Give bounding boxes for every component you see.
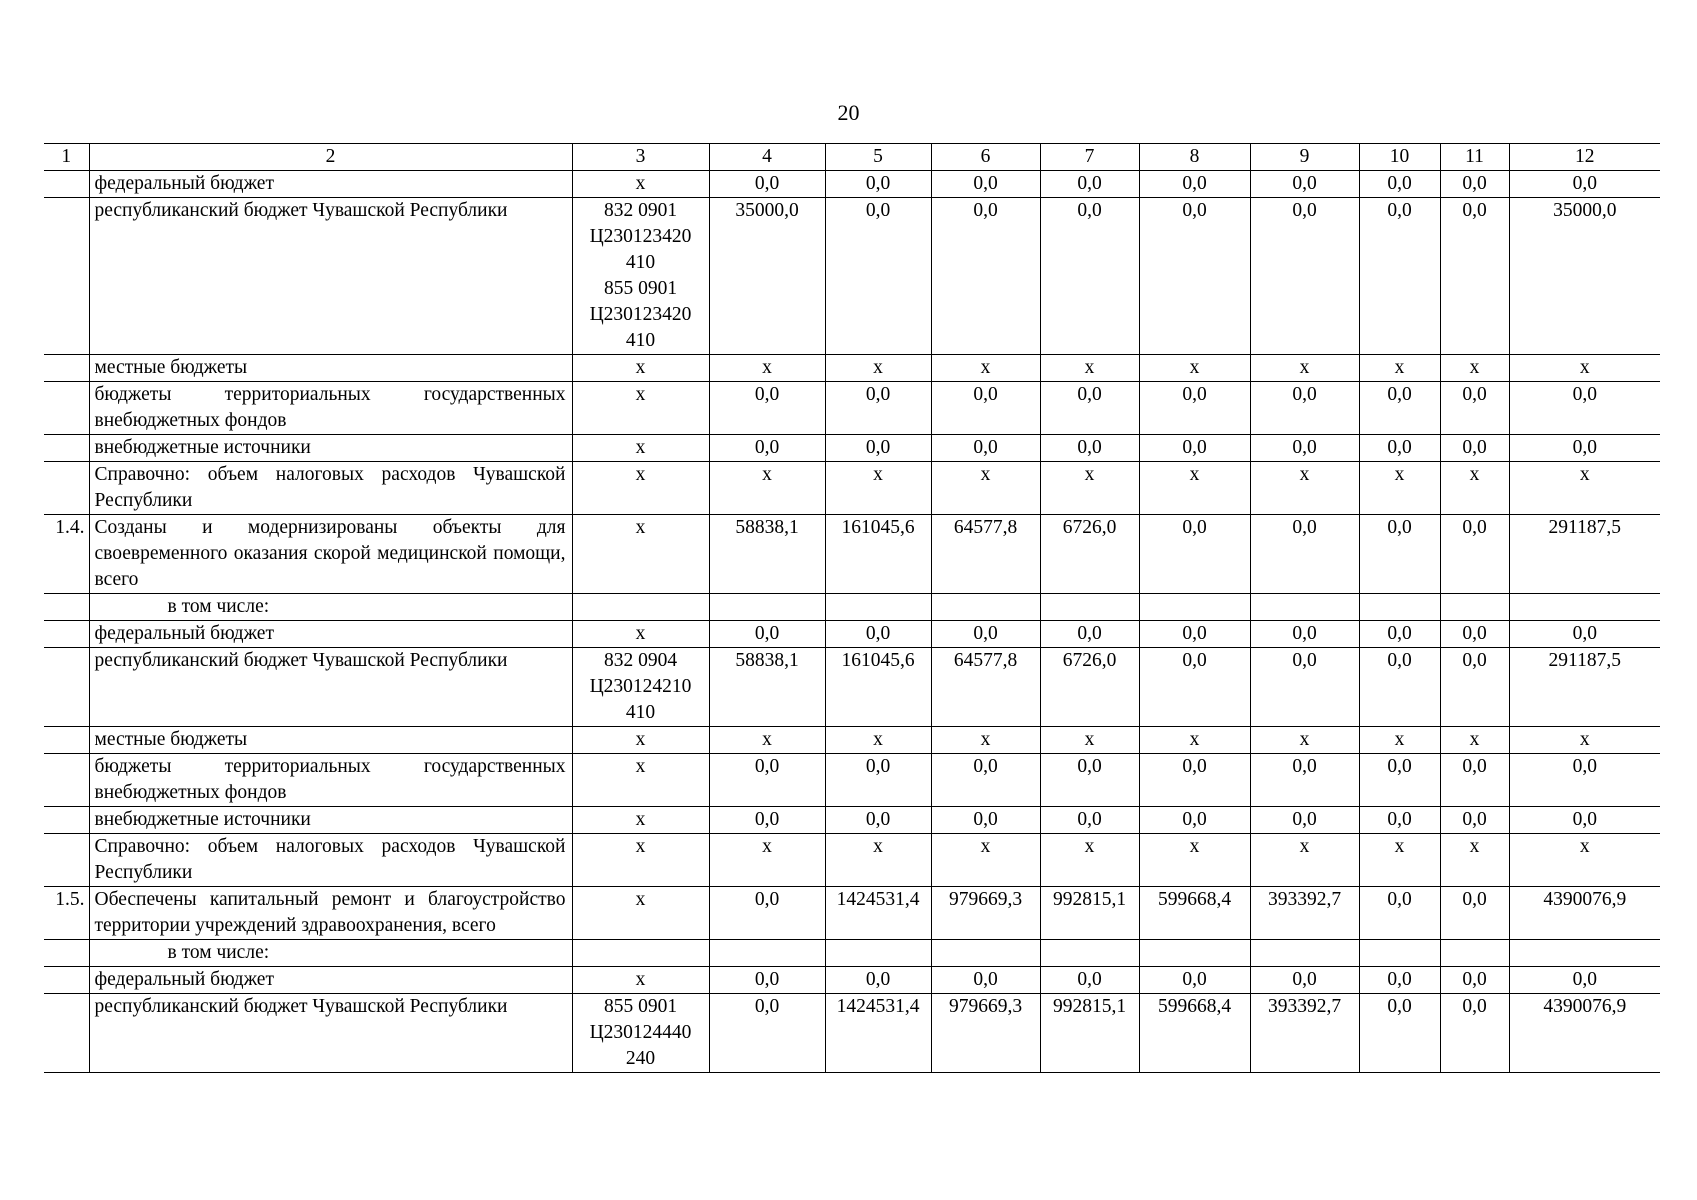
value-cell: 0,0: [825, 171, 931, 198]
value-cell: [709, 940, 825, 967]
item-number: [44, 994, 89, 1073]
value-cell: 0,0: [931, 171, 1040, 198]
value-cell: 0,0: [1359, 887, 1440, 940]
value-cell: 0,0: [709, 807, 825, 834]
value-cell: х: [825, 462, 931, 515]
budget-code-line: х: [635, 464, 646, 485]
value-cell: 0,0: [1250, 967, 1359, 994]
value-cell: 0,0: [931, 807, 1040, 834]
value-cell: [709, 594, 825, 621]
row-description: местные бюджеты: [89, 727, 572, 754]
value-cell: 0,0: [825, 754, 931, 807]
value-cell: [1359, 594, 1440, 621]
row-description: республиканский бюджет Чувашской Республики: [89, 198, 572, 355]
table-row: [44, 382, 1660, 435]
value-cell: 0,0: [1040, 382, 1139, 435]
value-cell: х: [825, 834, 931, 887]
value-cell: [1509, 594, 1660, 621]
table-row: [44, 994, 1660, 1073]
table-row: [44, 807, 1660, 834]
budget-code: [572, 355, 709, 382]
column-number: 4: [709, 144, 825, 171]
value-cell: х: [931, 355, 1040, 382]
column-number: 2: [89, 144, 572, 171]
row-description: Обеспечены капитальный ремонт и благоустройство территории учреждений здравоохранения, всего: [89, 887, 572, 940]
value-cell: [1509, 940, 1660, 967]
value-cell: 291187,5: [1509, 515, 1660, 594]
budget-code-line: х: [635, 357, 646, 378]
item-number: [44, 621, 89, 648]
budget-code: [572, 807, 709, 834]
value-cell: 0,0: [825, 807, 931, 834]
value-cell: 393392,7: [1250, 994, 1359, 1073]
value-cell: [1440, 940, 1509, 967]
value-cell: 0,0: [1440, 515, 1509, 594]
value-cell: 0,0: [1139, 648, 1250, 727]
column-number-row: [44, 144, 1660, 171]
item-number: [44, 355, 89, 382]
value-cell: х: [1359, 462, 1440, 515]
budget-code: [572, 727, 709, 754]
row-description: в том числе:: [89, 594, 572, 621]
budget-code: [572, 198, 709, 355]
item-number: [44, 648, 89, 727]
budget-code-line: 832 0901: [603, 200, 678, 221]
budget-code: [572, 648, 709, 727]
value-cell: 0,0: [931, 198, 1040, 355]
value-cell: 64577,8: [931, 515, 1040, 594]
budget-code-line: х: [635, 969, 646, 990]
table-row: [44, 727, 1660, 754]
value-cell: 0,0: [709, 967, 825, 994]
budget-code-line: х: [635, 437, 646, 458]
row-description: внебюджетные источники: [89, 435, 572, 462]
value-cell: [1250, 594, 1359, 621]
value-cell: 0,0: [1440, 198, 1509, 355]
column-number: 9: [1250, 144, 1359, 171]
table-row: [44, 940, 1660, 967]
value-cell: х: [1359, 834, 1440, 887]
budget-code-line: Ц230124440: [589, 1022, 692, 1043]
value-cell: х: [931, 462, 1040, 515]
value-cell: 0,0: [1440, 435, 1509, 462]
row-description: бюджеты территориальных государственных внебюджетных фондов: [89, 382, 572, 435]
value-cell: 0,0: [1250, 171, 1359, 198]
value-cell: 0,0: [825, 967, 931, 994]
value-cell: х: [709, 462, 825, 515]
column-number: 12: [1509, 144, 1660, 171]
value-cell: 0,0: [1359, 994, 1440, 1073]
value-cell: х: [1440, 834, 1509, 887]
row-description: федеральный бюджет: [89, 621, 572, 648]
value-cell: 4390076,9: [1509, 887, 1660, 940]
value-cell: 0,0: [1250, 807, 1359, 834]
value-cell: х: [1509, 355, 1660, 382]
value-cell: 0,0: [1359, 382, 1440, 435]
column-number: 8: [1139, 144, 1250, 171]
value-cell: х: [931, 727, 1040, 754]
table-row: [44, 648, 1660, 727]
value-cell: 0,0: [1509, 435, 1660, 462]
row-description: республиканский бюджет Чувашской Республики: [89, 994, 572, 1073]
value-cell: 0,0: [1139, 382, 1250, 435]
budget-code: [572, 834, 709, 887]
budget-code: [572, 594, 709, 621]
value-cell: [931, 594, 1040, 621]
value-cell: [1040, 594, 1139, 621]
value-cell: 0,0: [1440, 807, 1509, 834]
value-cell: 0,0: [1250, 648, 1359, 727]
value-cell: 291187,5: [1509, 648, 1660, 727]
value-cell: 0,0: [1440, 382, 1509, 435]
budget-code-line: х: [635, 836, 646, 857]
row-description: республиканский бюджет Чувашской Республики: [89, 648, 572, 727]
value-cell: 0,0: [825, 621, 931, 648]
item-number: [44, 171, 89, 198]
value-cell: 0,0: [1250, 198, 1359, 355]
table-row: [44, 754, 1660, 807]
budget-code: [572, 940, 709, 967]
budget-table: [44, 143, 1660, 1073]
value-cell: 0,0: [709, 994, 825, 1073]
value-cell: [1040, 940, 1139, 967]
value-cell: 0,0: [1509, 382, 1660, 435]
value-cell: 0,0: [1250, 515, 1359, 594]
budget-code-line: 410: [625, 702, 656, 723]
budget-code-line: 240: [625, 1048, 656, 1069]
table-row: [44, 462, 1660, 515]
item-number: [44, 727, 89, 754]
value-cell: 0,0: [1359, 435, 1440, 462]
value-cell: 0,0: [1040, 967, 1139, 994]
value-cell: 0,0: [1139, 171, 1250, 198]
value-cell: 0,0: [1440, 648, 1509, 727]
value-cell: 0,0: [1440, 621, 1509, 648]
row-description: внебюджетные источники: [89, 807, 572, 834]
value-cell: [1250, 940, 1359, 967]
item-number: [44, 382, 89, 435]
value-cell: х: [1139, 834, 1250, 887]
budget-code: [572, 382, 709, 435]
value-cell: 0,0: [1440, 754, 1509, 807]
value-cell: 979669,3: [931, 887, 1040, 940]
value-cell: 0,0: [709, 435, 825, 462]
value-cell: 0,0: [1359, 754, 1440, 807]
value-cell: 0,0: [1040, 807, 1139, 834]
value-cell: 0,0: [1139, 198, 1250, 355]
value-cell: 0,0: [1440, 171, 1509, 198]
value-cell: 0,0: [709, 171, 825, 198]
value-cell: [1139, 940, 1250, 967]
row-description: федеральный бюджет: [89, 171, 572, 198]
value-cell: 0,0: [1139, 967, 1250, 994]
budget-code-line: 832 0904: [603, 650, 678, 671]
budget-code-line: х: [635, 517, 646, 538]
column-number: 6: [931, 144, 1040, 171]
value-cell: 0,0: [1440, 994, 1509, 1073]
value-cell: х: [825, 727, 931, 754]
column-number: 10: [1359, 144, 1440, 171]
value-cell: 1424531,4: [825, 887, 931, 940]
value-cell: х: [1440, 727, 1509, 754]
value-cell: [1440, 594, 1509, 621]
value-cell: 64577,8: [931, 648, 1040, 727]
value-cell: х: [709, 355, 825, 382]
value-cell: х: [1359, 355, 1440, 382]
table-row: [44, 198, 1660, 355]
value-cell: 0,0: [709, 887, 825, 940]
value-cell: х: [1139, 727, 1250, 754]
row-description: бюджеты территориальных государственных внебюджетных фондов: [89, 754, 572, 807]
value-cell: 0,0: [825, 435, 931, 462]
budget-code: [572, 171, 709, 198]
value-cell: х: [1509, 834, 1660, 887]
value-cell: х: [1250, 727, 1359, 754]
value-cell: х: [1139, 355, 1250, 382]
budget-code-line: Ц230123420: [589, 226, 692, 247]
item-number: [44, 198, 89, 355]
value-cell: х: [1250, 834, 1359, 887]
value-cell: 0,0: [825, 382, 931, 435]
value-cell: 979669,3: [931, 994, 1040, 1073]
value-cell: 0,0: [1359, 171, 1440, 198]
value-cell: [1359, 940, 1440, 967]
budget-code: [572, 754, 709, 807]
value-cell: [1139, 594, 1250, 621]
value-cell: 0,0: [1509, 621, 1660, 648]
value-cell: х: [1509, 462, 1660, 515]
row-description: Созданы и модернизированы объекты для своевременного оказания скорой медицинской помощи, всего: [89, 515, 572, 594]
budget-code: [572, 515, 709, 594]
value-cell: х: [1359, 727, 1440, 754]
value-cell: 0,0: [709, 754, 825, 807]
value-cell: 0,0: [1359, 198, 1440, 355]
item-number: [44, 435, 89, 462]
value-cell: 58838,1: [709, 648, 825, 727]
value-cell: 0,0: [1250, 382, 1359, 435]
value-cell: 161045,6: [825, 515, 931, 594]
item-number: [44, 754, 89, 807]
item-number: [44, 462, 89, 515]
budget-code-line: х: [635, 729, 646, 750]
column-number: 3: [572, 144, 709, 171]
value-cell: 0,0: [1040, 198, 1139, 355]
value-cell: 0,0: [1359, 648, 1440, 727]
value-cell: 599668,4: [1139, 994, 1250, 1073]
item-number: [44, 807, 89, 834]
value-cell: 6726,0: [1040, 648, 1139, 727]
value-cell: 0,0: [1040, 171, 1139, 198]
budget-code-line: х: [635, 623, 646, 644]
table-row: [44, 594, 1660, 621]
value-cell: 6726,0: [1040, 515, 1139, 594]
value-cell: 0,0: [931, 967, 1040, 994]
budget-code-line: х: [635, 889, 646, 910]
budget-code: [572, 621, 709, 648]
value-cell: 0,0: [709, 621, 825, 648]
value-cell: 0,0: [1139, 807, 1250, 834]
budget-code-line: х: [635, 809, 646, 830]
value-cell: 393392,7: [1250, 887, 1359, 940]
table-row: [44, 515, 1660, 594]
value-cell: 0,0: [1509, 754, 1660, 807]
value-cell: х: [1509, 727, 1660, 754]
table-row: [44, 887, 1660, 940]
value-cell: х: [1040, 462, 1139, 515]
value-cell: х: [931, 834, 1040, 887]
item-number: [44, 967, 89, 994]
budget-code-line: Ц230123420: [589, 304, 692, 325]
item-number: [44, 834, 89, 887]
column-number: 1: [44, 144, 89, 171]
value-cell: 992815,1: [1040, 887, 1139, 940]
value-cell: 0,0: [1139, 754, 1250, 807]
column-number: 5: [825, 144, 931, 171]
value-cell: 0,0: [1359, 621, 1440, 648]
budget-code-line: х: [635, 173, 646, 194]
table-row: [44, 621, 1660, 648]
budget-code-line: х: [635, 756, 646, 777]
column-number: 7: [1040, 144, 1139, 171]
table-row: [44, 435, 1660, 462]
value-cell: 0,0: [931, 621, 1040, 648]
page-number: 20: [837, 100, 860, 125]
value-cell: 0,0: [1040, 435, 1139, 462]
value-cell: 0,0: [709, 382, 825, 435]
value-cell: х: [1250, 355, 1359, 382]
value-cell: 35000,0: [709, 198, 825, 355]
budget-code-line: 410: [625, 330, 656, 351]
value-cell: х: [1440, 462, 1509, 515]
value-cell: 0,0: [1250, 621, 1359, 648]
item-number: [44, 940, 89, 967]
value-cell: 58838,1: [709, 515, 825, 594]
value-cell: 0,0: [825, 198, 931, 355]
value-cell: 161045,6: [825, 648, 931, 727]
item-number: 1.4.: [44, 515, 89, 594]
row-description: федеральный бюджет: [89, 967, 572, 994]
value-cell: [931, 940, 1040, 967]
value-cell: 4390076,9: [1509, 994, 1660, 1073]
value-cell: 0,0: [1509, 171, 1660, 198]
budget-code-line: Ц230124210: [589, 676, 692, 697]
value-cell: 0,0: [1359, 515, 1440, 594]
value-cell: 0,0: [1359, 967, 1440, 994]
value-cell: 0,0: [1359, 807, 1440, 834]
table-row: [44, 355, 1660, 382]
row-description: Справочно: объем налоговых расходов Чувашской Республики: [89, 834, 572, 887]
value-cell: х: [1440, 355, 1509, 382]
value-cell: 599668,4: [1139, 887, 1250, 940]
budget-code: [572, 967, 709, 994]
budget-code-line: 855 0901: [603, 996, 678, 1017]
budget-code: [572, 462, 709, 515]
value-cell: х: [1040, 355, 1139, 382]
value-cell: х: [1040, 727, 1139, 754]
value-cell: 0,0: [931, 382, 1040, 435]
budget-code: [572, 994, 709, 1073]
value-cell: 0,0: [1139, 515, 1250, 594]
column-number: 11: [1440, 144, 1509, 171]
value-cell: х: [1040, 834, 1139, 887]
table-row: [44, 967, 1660, 994]
row-description: местные бюджеты: [89, 355, 572, 382]
item-number: 1.5.: [44, 887, 89, 940]
value-cell: 35000,0: [1509, 198, 1660, 355]
value-cell: х: [709, 834, 825, 887]
table-row: [44, 834, 1660, 887]
value-cell: 992815,1: [1040, 994, 1139, 1073]
budget-code-line: 410: [625, 252, 656, 273]
value-cell: х: [1250, 462, 1359, 515]
value-cell: 0,0: [1440, 967, 1509, 994]
item-number: [44, 594, 89, 621]
value-cell: 0,0: [1139, 435, 1250, 462]
value-cell: х: [1139, 462, 1250, 515]
value-cell: 0,0: [1040, 621, 1139, 648]
value-cell: 0,0: [1139, 621, 1250, 648]
value-cell: [825, 594, 931, 621]
value-cell: [825, 940, 931, 967]
budget-code: [572, 887, 709, 940]
value-cell: 0,0: [1250, 435, 1359, 462]
budget-code-line: х: [635, 384, 646, 405]
value-cell: 0,0: [931, 435, 1040, 462]
value-cell: 0,0: [1250, 754, 1359, 807]
row-description: Справочно: объем налоговых расходов Чувашской Республики: [89, 462, 572, 515]
value-cell: 0,0: [931, 754, 1040, 807]
table-row: [44, 171, 1660, 198]
budget-code-line: 855 0901: [603, 278, 678, 299]
value-cell: 0,0: [1509, 807, 1660, 834]
value-cell: 1424531,4: [825, 994, 931, 1073]
value-cell: 0,0: [1509, 967, 1660, 994]
row-description: в том числе:: [89, 940, 572, 967]
value-cell: х: [709, 727, 825, 754]
value-cell: 0,0: [1440, 887, 1509, 940]
value-cell: 0,0: [1040, 754, 1139, 807]
budget-code: [572, 435, 709, 462]
value-cell: х: [825, 355, 931, 382]
